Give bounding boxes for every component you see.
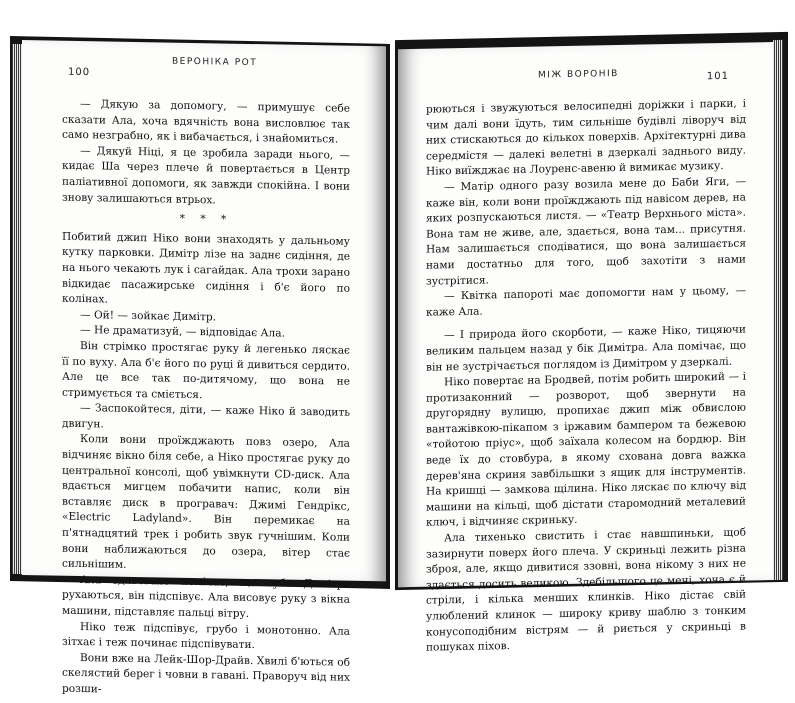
page-number: 100 [68,66,91,79]
paragraph: Коли вони проїжджають повз озеро, Ала відчиняє вікно біля себе, а Ніко простягає руку до центральної консолі, щоб увімкнути CD-диск. Ала вдається мигцем побачити напис, коли він вставляє диск в програвач: Джимі Гендрікс, «Electric Ladyland». Він перемикає на п'ятнадцятий трек і робить звук гучнішим. Коли вони наближаються до озера, вітер стає сильнішим. [62,433,350,572]
section-separator: * * * [179,212,233,226]
paragraph: Побитий джип Ніко вони знаходять у дальньому кутку парковки. Димітр лізе на заднє сидіння, де на нього чекають лук і сагайдак. Ала трохи зарано відкидає пасажирське сидіння і б'є його по колінах. [62,230,350,306]
page-body [62,97,350,703]
paragraph: Вони вже на Лейк-Шор-Драйв. Хвилі б'ються об скелястий берег і човни в гавані. Праворуч від них розши- [62,651,350,696]
paragraph: — І природа його скорботи, — каже Ніко, тицяючи великим пальцем назад у бік Димітра. Ала помічає, що він не зустрічається поглядом із Димітром у дзеркалі. [426,323,746,374]
page-edges-left [12,44,22,574]
paragraph: — Матір одного разу возила мене до Баби Яги, — каже він, коли вони проїжджають під навісом дерев, на яких розпускаються листя. — «Театр Верхнього міста». Вона там не живе, але, здається, вона там... присутня. Нам залишається сподіватися, що вона залишається нами достатньо для того, щоб захотіти з нами зустрітися. [426,175,746,288]
running-head: ВЕРОНІКА РОТ [172,56,258,69]
paragraph: Ала тихенько свистить і стає навшпиньки, щоб зазирнути поверх його плеча. У скриньці лежить різна зброя, але, якщо дивитися ззовні, вона нікому з них не здається досить великою. Здебільшого це мечі, хоча є й стріли, і кілька менших клинків. Ніко дістає свій улюблений клинок — широку криву шаблю з тонким конусоподібним вістрям — й риється у скриньці в пошуках піхов. [426,526,746,654]
running-head: МІЖ ВОРОНІВ [538,68,619,81]
paragraph: — Заспокойтеся, діти, — каже Ніко й заводить двигун. [62,402,350,431]
paragraph: — Дякую за допомогу, — примушує себе сказати Ала, хоча вдячність вона висловлює так само незграбно, як і вибачається, і знайомиться. [62,98,350,146]
page-body [426,97,746,657]
paragraph: Він стрімко простягає руку й легенько ляскає її по вуху. Ала б'є його по руці й дивиться сердито. Але це все так по-дитячому, що вона не стримується та сміється. [62,339,350,401]
right-page [398,42,773,654]
paragraph: Ала здивовано помічає, що губи Димітра рухаються, він підспівує. Ала висовує руку з вікна машини, підставляє пальці вітру. [62,573,350,620]
page-edges-right [773,40,783,580]
left-page [22,40,386,696]
paragraph: — Дякуй Ніці, я це зробила заради нього, — кидає Ша через плече й повертається в Центр паліативної допомоги, як завжди спокійна. І вони знову залишаються втрьох. [62,144,350,206]
paragraph: Ніко теж підспівує, грубо і монотонно. Ала зітхає і теж починає підспівувати. [62,620,350,652]
page-number: 101 [706,70,729,83]
paragraph: — Не драматизуй, — відповідає Ала. [80,324,285,340]
paragraph: Ніко повертає на Бродвей, потім робить широкий — і протизаконний — розворот, щоб звернути на другорядну вулицю, пропихає джип між обвислою вантажівкою-пікапом з іржавим бампером та бежевою «тойотою пріус», щоб заїхала колесом на бордюр. Він веде їх до стовбура, в якому схована довга важка дерев'яна скриня завбільшки з ящик для інструментів. На кришці — замкова щілина. Ніко ляскає по ключу від машини на кільці, щоб дістати старомодний металевий ключ, і відчиняє скриньку. [426,370,746,530]
paragraph: — Квітка папороті має допомогти нам у цьому, — каже Ала. [426,284,746,319]
paragraph: — Ой! — зойкає Димітр. [80,308,217,324]
paragraph: рюються і звужуються велосипедні доріжки і парки, і чим далі вони їдуть, тим сильніше будівлі ліворуч від них стискаються до кількох поверхів. Архітектурні дива середмістя — далекі велетні в дзеркалі заднього виду. Ніко виїжджає на Лоуренс-авеню й вимикає музику. [426,97,746,179]
